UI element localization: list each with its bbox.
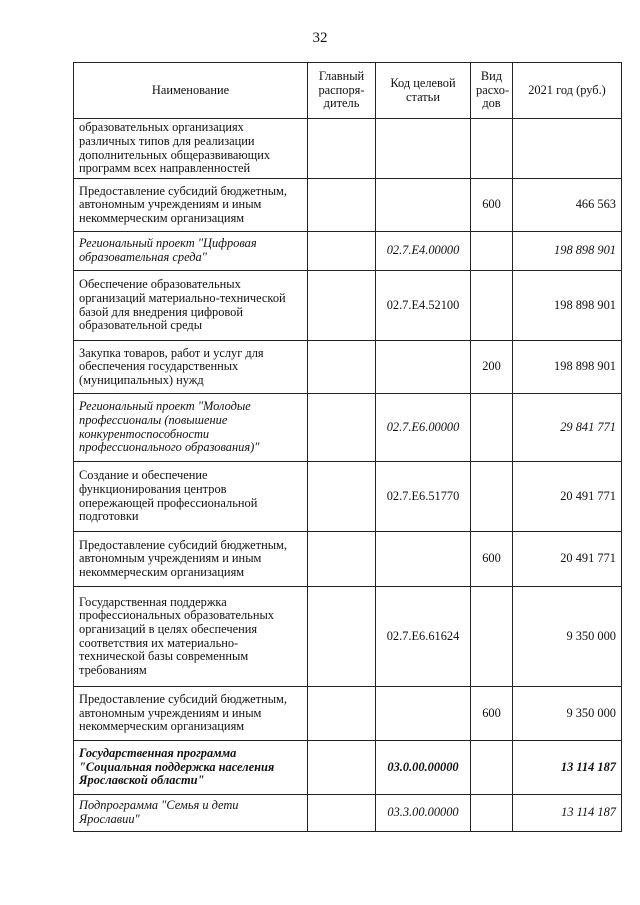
row-name: Обеспечение образовательных организаций материально-технической базой для внедрения цифровой образовательной среды <box>74 271 308 341</box>
row-name: Предоставление субсидий бюджетным, автономным учреждениям и иным некоммерческим организациям <box>74 532 308 587</box>
row-manager <box>308 341 376 394</box>
header-kind: Вид расхо-дов <box>471 63 513 119</box>
table-row <box>74 341 622 394</box>
row-name: Региональный проект "Молодые профессионалы (повышение конкурентоспособности профессионального образования)" <box>74 394 308 462</box>
row-kind <box>471 271 513 341</box>
row-sum: 20 491 771 <box>513 532 622 587</box>
row-name: Подпрограмма "Семья и дети Ярославии" <box>74 795 308 832</box>
table-row <box>74 271 622 341</box>
row-code <box>376 341 471 394</box>
header-sum: 2021 год (руб.) <box>513 63 622 119</box>
row-manager <box>308 394 376 462</box>
table-header-row <box>74 63 622 119</box>
table-row <box>74 587 622 687</box>
table-row <box>74 119 622 179</box>
row-name: образовательных организациях различных типов для реализации дополнительных общеразвивающих программ всех направленностей <box>74 119 308 179</box>
row-kind <box>471 232 513 271</box>
row-kind <box>471 795 513 832</box>
row-name: Закупка товаров, работ и услуг для обеспечения государственных (муниципальных) нужд <box>74 341 308 394</box>
row-sum: 198 898 901 <box>513 232 622 271</box>
row-name: Государственная программа "Социальная поддержка населения Ярославской области" <box>74 741 308 795</box>
row-kind: 600 <box>471 179 513 232</box>
header-name: Наименование <box>74 63 308 119</box>
table-row <box>74 532 622 587</box>
row-sum: 198 898 901 <box>513 271 622 341</box>
row-manager <box>308 741 376 795</box>
row-manager <box>308 232 376 271</box>
row-code: 02.7.E6.00000 <box>376 394 471 462</box>
row-sum: 29 841 771 <box>513 394 622 462</box>
page-number: 32 <box>312 30 328 46</box>
row-code: 02.7.E6.61624 <box>376 587 471 687</box>
table-row <box>74 179 622 232</box>
row-code: 03.0.00.00000 <box>376 741 471 795</box>
row-code <box>376 119 471 179</box>
row-sum: 9 350 000 <box>513 687 622 741</box>
row-name: Создание и обеспечение функционирования центров опережающей профессиональной подготовки <box>74 462 308 532</box>
row-kind: 600 <box>471 687 513 741</box>
table-row <box>74 232 622 271</box>
row-kind: 600 <box>471 532 513 587</box>
row-manager <box>308 179 376 232</box>
row-code: 02.7.E4.00000 <box>376 232 471 271</box>
row-code <box>376 179 471 232</box>
budget-table <box>73 62 622 832</box>
row-manager <box>308 687 376 741</box>
header-code: Код целевой статьи <box>376 63 471 119</box>
row-manager <box>308 532 376 587</box>
row-kind <box>471 587 513 687</box>
row-code <box>376 687 471 741</box>
row-code: 03.3.00.00000 <box>376 795 471 832</box>
row-manager <box>308 587 376 687</box>
row-sum <box>513 119 622 179</box>
row-sum: 20 491 771 <box>513 462 622 532</box>
row-kind: 200 <box>471 341 513 394</box>
row-manager <box>308 119 376 179</box>
row-name: Предоставление субсидий бюджетным, автономным учреждениям и иным некоммерческим организациям <box>74 687 308 741</box>
row-manager <box>308 462 376 532</box>
table-row <box>74 741 622 795</box>
table-row <box>74 795 622 832</box>
row-sum: 9 350 000 <box>513 587 622 687</box>
row-code: 02.7.E4.52100 <box>376 271 471 341</box>
row-name: Государственная поддержка профессиональных образовательных организаций в целях обеспечения соответствия их материально-технической базы современным требованиям <box>74 587 308 687</box>
row-name: Предоставление субсидий бюджетным, автономным учреждениям и иным некоммерческим организациям <box>74 179 308 232</box>
row-sum: 13 114 187 <box>513 741 622 795</box>
row-name: Региональный проект "Цифровая образовательная среда" <box>74 232 308 271</box>
row-manager <box>308 271 376 341</box>
row-manager <box>308 795 376 832</box>
row-kind <box>471 394 513 462</box>
row-kind <box>471 119 513 179</box>
row-kind <box>471 462 513 532</box>
header-manager: Главный распоря-дитель <box>308 63 376 119</box>
table-row <box>74 462 622 532</box>
row-code <box>376 532 471 587</box>
row-code: 02.7.E6.51770 <box>376 462 471 532</box>
row-sum: 198 898 901 <box>513 341 622 394</box>
table-row <box>74 687 622 741</box>
row-sum: 466 563 <box>513 179 622 232</box>
row-kind <box>471 741 513 795</box>
row-sum: 13 114 187 <box>513 795 622 832</box>
table-row <box>74 394 622 462</box>
